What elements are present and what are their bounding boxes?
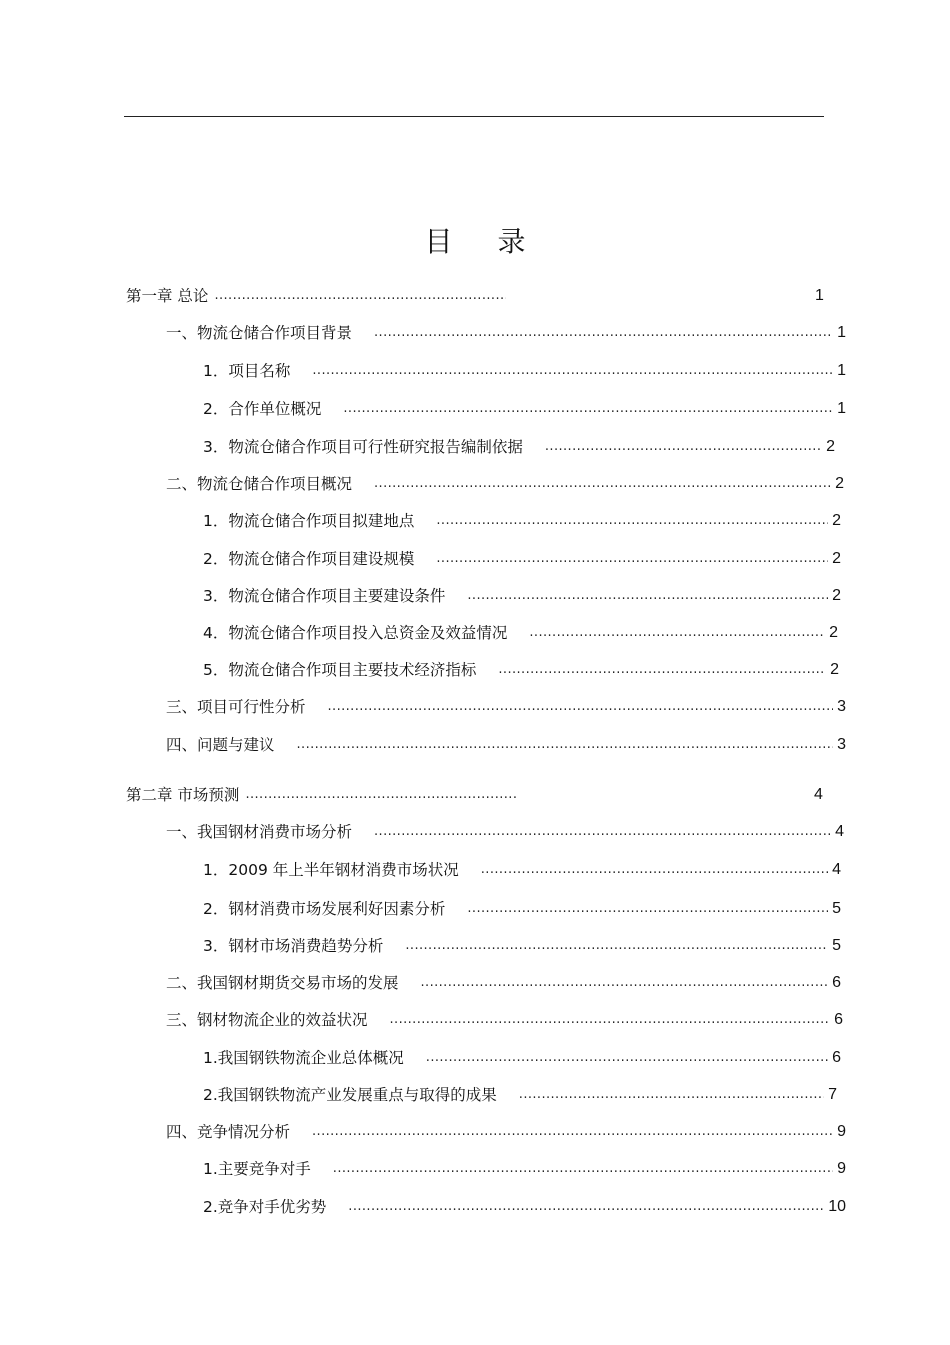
toc-leader-dots — [436, 509, 828, 533]
toc-entry[interactable] — [166, 695, 846, 719]
toc-entry[interactable] — [203, 1195, 846, 1219]
toc-leader-dots — [312, 1120, 833, 1144]
toc-entry-page: 1 — [815, 287, 824, 304]
toc-entry-page: 6 — [832, 1049, 841, 1066]
toc-entry[interactable] — [203, 1157, 846, 1181]
toc-leader-dots — [436, 547, 828, 571]
toc-entry[interactable] — [166, 733, 846, 757]
toc-entry-label: 3．钢材市场消费趋势分析 — [203, 937, 384, 955]
toc-entry[interactable] — [203, 509, 841, 533]
toc-entry-page: 4 — [835, 823, 844, 840]
toc-entry-page: 2 — [829, 624, 838, 641]
toc-entry[interactable] — [203, 359, 846, 383]
toc-entry-page: 4 — [832, 861, 841, 878]
toc-entry-page: 5 — [832, 937, 841, 954]
toc-leader-dots — [498, 658, 826, 682]
toc-entry-label: 2．钢材消费市场发展利好因素分析 — [203, 900, 446, 918]
toc-entry-page: 2 — [826, 438, 835, 455]
toc-leader-dots — [481, 858, 828, 882]
toc-entry-page: 9 — [837, 1123, 846, 1140]
toc-entry-page: 9 — [837, 1160, 846, 1177]
toc-leader-dots — [421, 971, 829, 995]
toc-entry[interactable] — [203, 934, 841, 958]
toc-entry-page: 3 — [837, 736, 846, 753]
toc-entry[interactable] — [203, 621, 838, 645]
toc-leader-dots — [214, 284, 506, 308]
toc-entry[interactable] — [203, 858, 841, 882]
toc-leader-dots — [467, 897, 828, 921]
toc-leader-dots — [519, 1083, 824, 1107]
page-title: 目 录 — [424, 225, 544, 258]
toc-leader-dots — [348, 1195, 824, 1219]
toc-entry-label: 四、竞争情况分析 — [166, 1123, 291, 1141]
toc-entry-page: 3 — [837, 698, 846, 715]
toc-entry[interactable] — [203, 584, 841, 608]
toc-entry-label: 2.竞争对手优劣势 — [203, 1198, 327, 1216]
toc-leader-dots — [374, 321, 833, 345]
toc-leader-dots — [297, 733, 834, 757]
toc-entry-page: 2 — [832, 512, 841, 529]
toc-leader-dots — [529, 621, 825, 645]
toc-entry-label: 第二章 市场预测 — [126, 786, 240, 804]
toc-entry[interactable] — [203, 547, 841, 571]
toc-entry-label: 二、物流仓储合作项目概况 — [166, 475, 353, 493]
toc-entry-label: 2．物流仓储合作项目建设规模 — [203, 550, 415, 568]
toc-entry-page: 1 — [837, 362, 846, 379]
toc-leader-dots — [545, 435, 822, 459]
toc-leader-dots — [333, 1157, 833, 1181]
toc-entry-page: 6 — [834, 1011, 843, 1028]
toc-entry-page: 7 — [828, 1086, 837, 1103]
toc-leader-dots — [405, 934, 828, 958]
toc-leader-dots — [343, 397, 833, 421]
toc-entry[interactable] — [166, 820, 844, 844]
toc-entry-label: 2．合作单位概况 — [203, 400, 322, 418]
toc-entry-label: 3．物流仓储合作项目可行性研究报告编制依据 — [203, 438, 523, 456]
toc-entry-label: 2.我国钢铁物流产业发展重点与取得的成果 — [203, 1086, 497, 1104]
toc-entry-label: 1．物流仓储合作项目拟建地点 — [203, 512, 415, 530]
toc-entry-label: 一、我国钢材消费市场分析 — [166, 823, 353, 841]
toc-entry[interactable] — [166, 1120, 846, 1144]
toc-entry-label: 四、问题与建议 — [166, 736, 275, 754]
toc-entry-label: 1.我国钢铁物流企业总体概况 — [203, 1049, 404, 1067]
toc-entry-page: 6 — [832, 974, 841, 991]
toc-leader-dots — [426, 1046, 828, 1070]
toc-entry-label: 三、钢材物流企业的效益状况 — [166, 1011, 368, 1029]
toc-entry-page: 1 — [837, 324, 846, 341]
toc-leader-dots — [374, 820, 831, 844]
toc-entry-label: 1.主要竞争对手 — [203, 1160, 311, 1178]
toc-entry-label: 一、物流仓储合作项目背景 — [166, 324, 353, 342]
toc-entry-page: 10 — [828, 1198, 846, 1215]
toc-entry[interactable] — [126, 783, 846, 807]
toc-entry[interactable] — [126, 284, 846, 308]
toc-entry-page: 2 — [835, 475, 844, 492]
toc-leader-dots — [390, 1008, 831, 1032]
toc-leader-dots — [467, 584, 828, 608]
toc-entry[interactable] — [203, 1083, 837, 1107]
toc-entry-label: 3．物流仓储合作项目主要建设条件 — [203, 587, 446, 605]
toc-entry-label: 三、项目可行性分析 — [166, 698, 306, 716]
toc-entry-page: 5 — [832, 900, 841, 917]
toc-entry-page: 2 — [832, 587, 841, 604]
toc-entry[interactable] — [166, 321, 846, 345]
toc-leader-dots — [328, 695, 834, 719]
toc-entry[interactable] — [203, 658, 839, 682]
toc-entry-label: 1．项目名称 — [203, 362, 291, 380]
toc-entry-page: 1 — [837, 400, 846, 417]
toc-entry[interactable] — [203, 435, 835, 459]
toc-entry-label: 二、我国钢材期货交易市场的发展 — [166, 974, 399, 992]
toc-entry[interactable] — [203, 1046, 841, 1070]
toc-entry-page: 2 — [830, 661, 839, 678]
toc-entry[interactable] — [166, 1008, 843, 1032]
toc-leader-dots — [374, 472, 831, 496]
toc-entry-label: 5．物流仓储合作项目主要技术经济指标 — [203, 661, 477, 679]
toc-leader-dots — [245, 783, 517, 807]
toc-entry[interactable] — [166, 971, 841, 995]
toc-leader-dots — [312, 359, 833, 383]
toc-entry-page: 2 — [832, 550, 841, 567]
toc-entry-label: 1．2009 年上半年钢材消费市场状况 — [203, 861, 459, 879]
toc-entry[interactable] — [203, 397, 846, 421]
toc-entry[interactable] — [203, 897, 841, 921]
toc-entry-label: 第一章 总论 — [126, 287, 209, 305]
toc-entry[interactable] — [166, 472, 844, 496]
toc-entry-label: 4．物流仓储合作项目投入总资金及效益情况 — [203, 624, 508, 642]
toc-entry-page: 4 — [814, 786, 823, 803]
